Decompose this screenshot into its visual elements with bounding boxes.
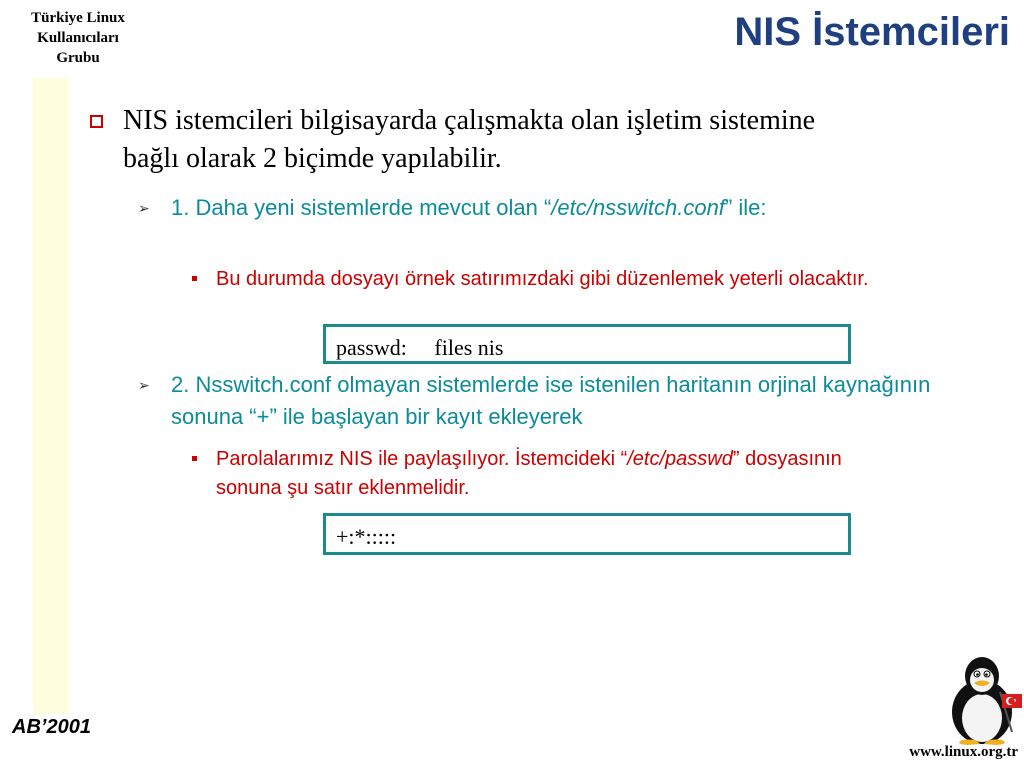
hollow-square-icon [90,115,103,128]
sub-item-1-post: ” ile: [724,195,767,220]
arrow-bullet-icon: ➢ [138,200,150,216]
sub-item-2 [138,369,938,433]
passwd-path: /etc/passwd [627,448,733,470]
sub-item-1 [138,192,938,224]
arrow-bullet-icon: ➢ [138,377,150,393]
sub-item-1-pre: 1. Daha yeni sistemlerde mevcut olan “ [171,195,552,220]
main-bullet-text: NIS istemcileri bilgisayarda çalışmakta olan işletim sistemine bağlı olarak 2 biçimde yapılabilir. [123,105,816,174]
footer-url: www.linux.org.tr [909,744,1018,760]
footer-year: AB’2001 [12,716,91,738]
main-bullet [90,102,870,178]
code-box-passwd: +:*::::: [323,513,851,555]
org-name [8,8,148,68]
sub-sub-item-1 [188,265,908,294]
small-square-icon [192,456,197,461]
sub-item-2-text: 2. Nsswitch.conf olmayan sistemlerde ise istenilen haritanın orjinal kaynağının sonuna “+” ile başlayan bir kayıt ekleyerek [171,372,931,429]
nsswitch-path: /etc/nsswitch.conf [551,195,725,220]
sub-sub-item-1-text: Bu durumda dosyayı örnek satırımızdaki gibi düzenlemek yeterli olacaktır. [216,268,869,290]
slide-title: NIS İstemcileri [734,10,1010,54]
sub-sub-item-2-post: ” dosyasının sonuna şu satır eklenmelidir. [216,448,842,499]
tux-penguin-icon [940,654,1024,746]
org-name-line2: Kullanıcıları [37,30,119,46]
sub-sub-item-2-pre: Parolalarımız NIS ile paylaşılıyor. İstemcideki “ [216,448,628,470]
small-square-icon [192,276,197,281]
org-name-line1: Türkiye Linux [31,10,125,26]
code-box-nsswitch: passwd: files nis [323,324,851,364]
sub-sub-item-2 [188,445,908,503]
org-name-line3: Grubu [56,50,100,66]
left-decor-strip [33,78,69,714]
